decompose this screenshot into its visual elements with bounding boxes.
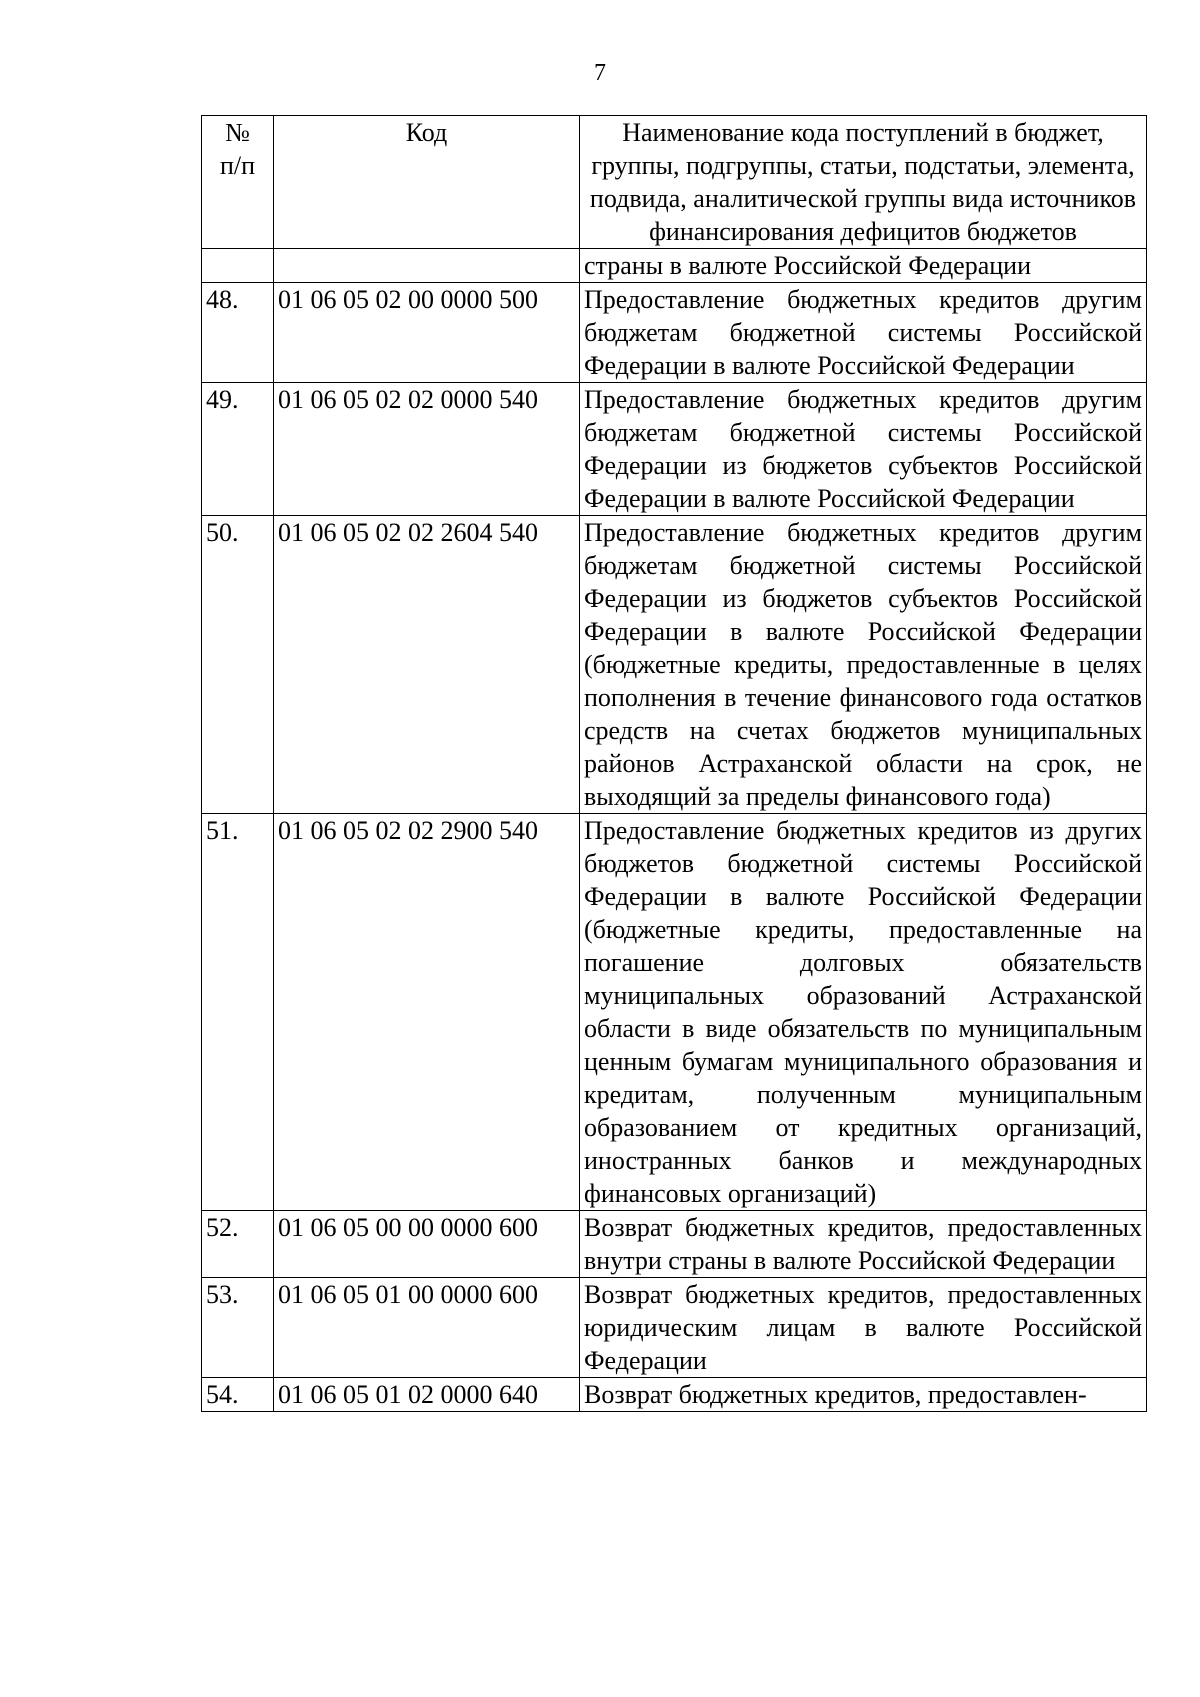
row-num: 49. — [202, 383, 274, 516]
row-num: 50. — [202, 516, 274, 814]
table-row-continuation — [202, 249, 1147, 283]
row-code: 01 06 05 00 00 0000 600 — [274, 1211, 580, 1278]
row-name: Возврат бюджетных кредитов, предоставлен- — [580, 1378, 1147, 1412]
table-row — [202, 383, 1147, 516]
header-code: Код — [274, 116, 580, 249]
row-name: Предоставление бюджетных кредитов из других бюджетов бюджетной системы Российской Федерации в валюте Российской Федерации (бюджетные кредиты, предоставленные на погашение долговых обязательств муниципальных образований Астраханской области в виде обязательств по муниципальным ценным бумагам муниципального образования и кредитам, полученным муниципальным образованием от кредитных организаций, иностранных банков и международных финансовых организаций) — [580, 814, 1147, 1211]
table-row — [202, 1278, 1147, 1378]
row-name: Возврат бюджетных кредитов, предоставленных юридическим лицам в валюте Российской Федерации — [580, 1278, 1147, 1378]
table-row — [202, 814, 1147, 1211]
header-name: Наименование кода поступлений в бюджет, группы, подгруппы, статьи, подстатьи, элемента, подвида, аналитической группы вида источников финансирования дефицитов бюджетов — [580, 116, 1147, 249]
row-name: Предоставление бюджетных кредитов другим бюджетам бюджетной системы Российской Федерации в валюте Российской Федерации — [580, 283, 1147, 383]
row-num: 51. — [202, 814, 274, 1211]
row-num: 52. — [202, 1211, 274, 1278]
table-row — [202, 1211, 1147, 1278]
row-code: 01 06 05 02 02 2900 540 — [274, 814, 580, 1211]
row-code: 01 06 05 02 02 2604 540 — [274, 516, 580, 814]
table-row — [202, 516, 1147, 814]
row-name: Возврат бюджетных кредитов, предоставленных внутри страны в валюте Российской Федерации — [580, 1211, 1147, 1278]
table-header-row — [202, 116, 1147, 249]
row-code: 01 06 05 01 00 0000 600 — [274, 1278, 580, 1378]
row-num: 54. — [202, 1378, 274, 1412]
row-num: 53. — [202, 1278, 274, 1378]
row-name: Предоставление бюджетных кредитов другим бюджетам бюджетной системы Российской Федерации из бюджетов субъектов Российской Федерации в валюте Российской Федерации (бюджетные кредиты, предоставленные в целях пополнения в течение финансового года остатков средств на счетах бюджетов муниципальных районов Астраханской области на срок, не выходящий за пределы финансового года) — [580, 516, 1147, 814]
row-code: 01 06 05 02 02 0000 540 — [274, 383, 580, 516]
table-row — [202, 1378, 1147, 1412]
header-num-symbol: № — [225, 118, 250, 147]
header-num-label: п/п — [219, 151, 256, 180]
sources-table — [201, 115, 1147, 1412]
row-code: 01 06 05 02 00 0000 500 — [274, 283, 580, 383]
row-code — [274, 249, 580, 283]
row-code: 01 06 05 01 02 0000 640 — [274, 1378, 580, 1412]
row-num — [202, 249, 274, 283]
table-row — [202, 283, 1147, 383]
row-num: 48. — [202, 283, 274, 383]
header-num — [202, 116, 274, 249]
row-name: страны в валюте Российской Федерации — [580, 249, 1147, 283]
row-name: Предоставление бюджетных кредитов другим бюджетам бюджетной системы Российской Федерации из бюджетов субъектов Российской Федерации в валюте Российской Федерации — [580, 383, 1147, 516]
page-number: 7 — [594, 60, 606, 86]
